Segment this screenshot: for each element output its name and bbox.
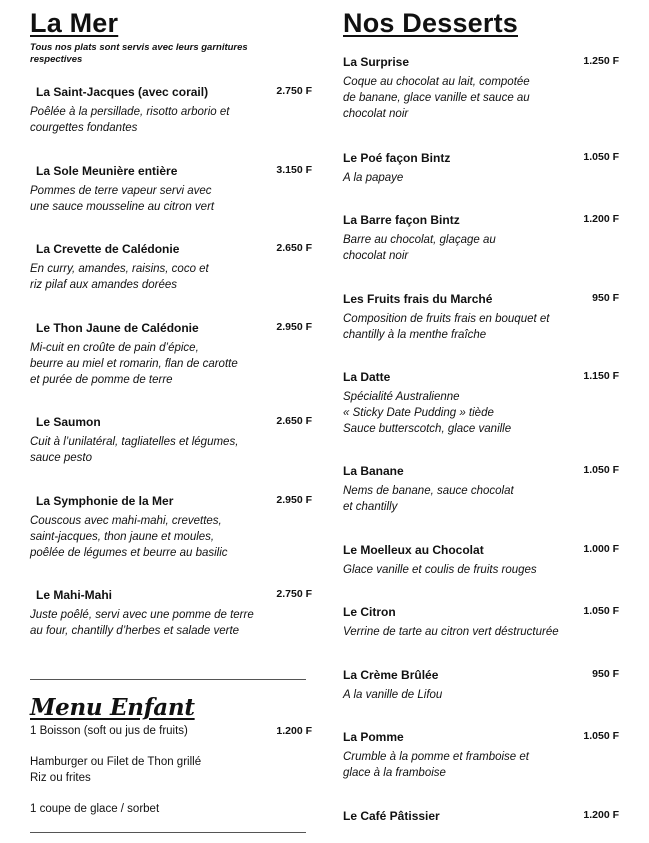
item-price: 2.750 F [276,588,312,600]
description-line: Nems de banane, sauce chocolat [343,485,514,497]
item-price: 950 F [592,292,619,304]
item-description [30,261,288,293]
item-price: 2.650 F [276,415,312,427]
item-price: 1.050 F [583,605,619,617]
description-line: une sauce mousseline au citron vert [30,201,215,214]
description-line: Glace vanille et coulis de fruits rouges [343,564,537,576]
description-line: A la papaye [343,172,404,184]
description-line: courgettes fondantes [30,122,138,135]
item-price: 1.250 F [583,55,619,67]
kids-menu-price: 1.200 F [276,725,312,737]
description-line: « Sticky Date Pudding » tiède [343,407,494,420]
item-name: La Banane [343,464,404,478]
description-line: de banane, glace vanille et sauce au [343,92,530,105]
description-line: et purée de pomme de terre [30,374,173,387]
kids-menu-line: Riz ou frites [30,772,91,784]
item-price: 1.200 F [583,809,619,821]
description-line: Cuit à l’unilatéral, tagliatelles et légumes, [30,436,239,448]
description-line: poêlée de légumes et beurre au basilic [30,547,228,560]
description-line: Coque au chocolat au lait, compotée [343,76,530,88]
description-line: Sauce butterscotch, glace vanille [343,423,512,436]
description-line: Spécialité Australienne [343,391,460,403]
kids-menu-line: 1 coupe de glace / sorbet [30,803,160,815]
item-price: 1.050 F [583,464,619,476]
item-price: 1.000 F [583,543,619,555]
item-description [343,749,601,781]
item-name: La Barre façon Bintz [343,213,460,227]
description-line: A la vanille de Lifou [343,689,443,701]
item-name: La Surprise [343,55,410,69]
item-description [30,607,288,639]
description-line: Crumble à la pomme et framboise et [343,751,529,763]
item-name: La Datte [343,370,391,384]
divider [30,679,306,680]
item-name: Le Café Pâtissier [343,809,440,823]
item-name: Le Saumon [36,415,101,429]
item-description [343,74,601,123]
item-description [30,513,288,562]
item-description [343,687,601,703]
description-line: au four, chantilly d’herbes et salade verte [30,625,240,638]
description-line: En curry, amandes, raisins, coco et [30,263,209,275]
item-name: Le Poé façon Bintz [343,151,451,165]
kids-menu-line: 1 Boisson (soft ou jus de fruits) [30,725,188,737]
item-name: Le Citron [343,605,396,619]
item-description [343,311,601,343]
item-price: 1.200 F [583,213,619,225]
item-price: 2.950 F [276,494,312,506]
item-description [30,104,288,136]
item-name: La Saint-Jacques (avec corail) [36,85,209,99]
item-price: 2.750 F [276,85,312,97]
description-line: Couscous avec mahi-mahi, crevettes, [30,515,222,527]
description-line: beurre au miel et romarin, flan de carotte [30,358,238,371]
description-line: chocolat noir [343,250,409,263]
item-description [30,183,288,215]
item-price: 2.650 F [276,242,312,254]
item-description [30,340,288,389]
item-price: 3.150 F [276,164,312,176]
item-name: La Crème Brûlée [343,668,439,682]
item-name: La Sole Meunière entière [36,164,178,178]
description-line: chocolat noir [343,108,409,121]
item-description [343,389,601,438]
description-line: Verrine de tarte au citron vert déstructurée [343,626,559,638]
sea-subtitle: Tous nos plats sont servis avec leurs garnitures respectives [30,42,248,65]
item-description [343,232,601,264]
item-description [343,624,601,640]
description-line: sauce pesto [30,452,93,465]
item-description [343,170,601,186]
kids-menu-title: Menu Enfant [30,694,195,721]
kids-menu-line: Hamburger ou Filet de Thon grillé [30,756,202,768]
item-price: 1.050 F [583,730,619,742]
item-description [30,434,288,466]
item-name: Les Fruits frais du Marché [343,292,493,306]
description-line: Composition de fruits frais en bouquet et [343,313,550,325]
item-price: 2.950 F [276,321,312,333]
item-description [343,483,601,515]
item-name: Le Thon Jaune de Calédonie [36,321,199,335]
description-line: Pommes de terre vapeur servi avec [30,185,212,197]
description-line: Barre au chocolat, glaçage au [343,234,496,246]
description-line: saint-jacques, thon jaune et moules, [30,531,215,544]
description-line: Mi-cuit en croûte de pain d’épice, [30,342,199,354]
description-line: chantilly à la menthe fraîche [343,329,487,342]
item-name: Le Mahi-Mahi [36,588,113,602]
description-line: Poêlée à la persillade, risotto arborio et [30,106,230,118]
item-name: La Symphonie de la Mer [36,494,174,508]
description-line: Juste poêlé, servi avec une pomme de terre [30,609,254,621]
description-line: et chantilly [343,501,398,514]
item-price: 1.050 F [583,151,619,163]
description-line: glace à la framboise [343,767,446,780]
sea-title: La Mer [30,8,119,38]
item-name: Le Moelleux au Chocolat [343,543,484,557]
description-line: riz pilaf aux amandes dorées [30,279,178,292]
desserts-title: Nos Desserts [343,8,518,38]
item-name: La Pomme [343,730,404,744]
divider [30,832,306,833]
item-price: 1.150 F [583,370,619,382]
item-name: La Crevette de Calédonie [36,242,180,256]
item-price: 950 F [592,668,619,680]
item-description [343,562,601,578]
